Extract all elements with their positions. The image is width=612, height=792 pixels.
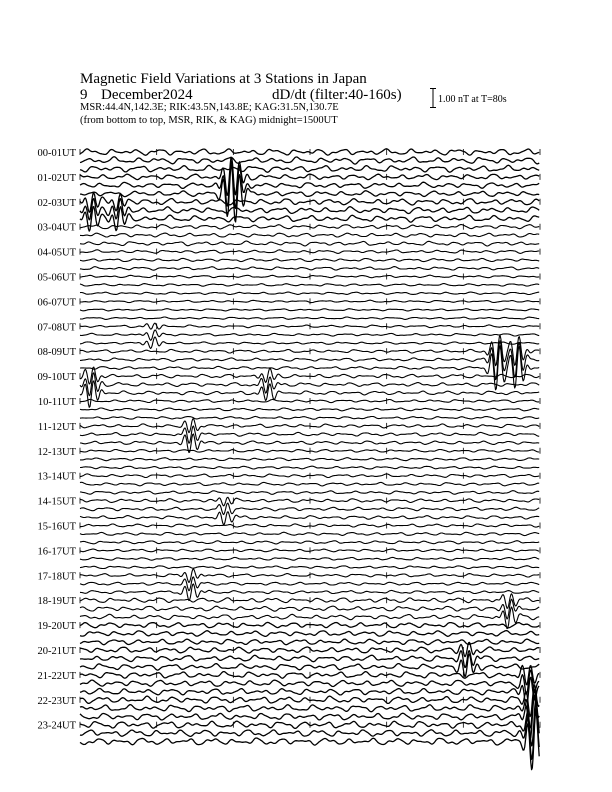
- hour-label: 12-13UT: [37, 446, 76, 458]
- date-month-year: December2024: [101, 87, 193, 103]
- trace-msr: [80, 241, 539, 246]
- trace-msr: [80, 416, 539, 419]
- trace-msr: [80, 491, 539, 495]
- trace-rik: [80, 482, 539, 486]
- hour-label: 13-14UT: [37, 471, 76, 483]
- hour-label: 08-09UT: [37, 347, 76, 359]
- trace-rik: [80, 577, 539, 591]
- trace-rik: [80, 233, 539, 237]
- trace-rik: [80, 557, 539, 560]
- trace-rik: [80, 309, 539, 311]
- trace-order-note: (from bottom to top, MSR, RIK, & KAG) midnight=1500UT: [80, 115, 338, 126]
- hour-label: 20-21UT: [37, 646, 76, 657]
- trace-msr: [80, 267, 539, 271]
- hour-label: 00-01UT: [37, 148, 76, 159]
- trace-rik: [80, 532, 539, 535]
- hour-label: 16-17UT: [37, 546, 76, 558]
- hour-label: 15-16UT: [37, 521, 76, 533]
- trace-msr: [80, 566, 539, 569]
- trace-rik: [80, 458, 539, 461]
- hour-label: 01-02UT: [37, 172, 76, 184]
- trace-msr: [80, 165, 539, 222]
- hour-label: 05-06UT: [37, 272, 76, 284]
- hour-label: 10-11UT: [37, 397, 76, 408]
- hour-label: 11-12UT: [37, 421, 76, 433]
- hour-label: 03-04UT: [37, 222, 76, 234]
- hour-label: 21-22UT: [37, 670, 76, 682]
- trace-msr: [80, 712, 539, 770]
- hour-label: 19-20UT: [37, 621, 76, 633]
- trace-msr: [80, 337, 539, 348]
- hour-label: 02-03UT: [37, 197, 76, 209]
- trace-rik: [80, 258, 539, 261]
- chart-title: Magnetic Field Variations at 3 Stations in Japan: [80, 71, 367, 87]
- hour-label: 17-18UT: [37, 571, 76, 583]
- hour-label: 07-08UT: [37, 322, 76, 334]
- hour-label: 22-23UT: [37, 695, 76, 707]
- trace-msr: [80, 541, 539, 544]
- trace-msr: [80, 466, 539, 469]
- trace-rik: [80, 631, 539, 637]
- date-day: 9: [80, 87, 88, 103]
- trace-rik: [80, 408, 539, 411]
- trace-msr: [80, 317, 539, 319]
- trace-rik: [80, 157, 539, 164]
- hour-label: 09-10UT: [37, 372, 76, 384]
- stations-coordinates: MSR:44.4N,142.3E; RIK:43.5N,143.8E; KAG:31.5N,130.7E: [80, 102, 339, 113]
- hour-label: 06-07UT: [37, 297, 76, 309]
- scale-label: 1.00 nT at T=80s: [438, 94, 507, 105]
- trace-rik: [80, 284, 539, 287]
- trace-rik: [80, 330, 539, 340]
- component-filter-label: dD/dt (filter:40-160s): [272, 87, 402, 103]
- hour-label: 04-05UT: [37, 247, 76, 259]
- trace-msr: [80, 165, 539, 172]
- trace-msr: [80, 677, 539, 708]
- hour-label: 18-19UT: [37, 596, 76, 608]
- trace-rik: [80, 503, 539, 514]
- hour-label: 14-15UT: [37, 496, 76, 508]
- hour-label: 23-24UT: [37, 720, 76, 732]
- trace-kag: [80, 419, 539, 433]
- trace-msr: [80, 292, 539, 294]
